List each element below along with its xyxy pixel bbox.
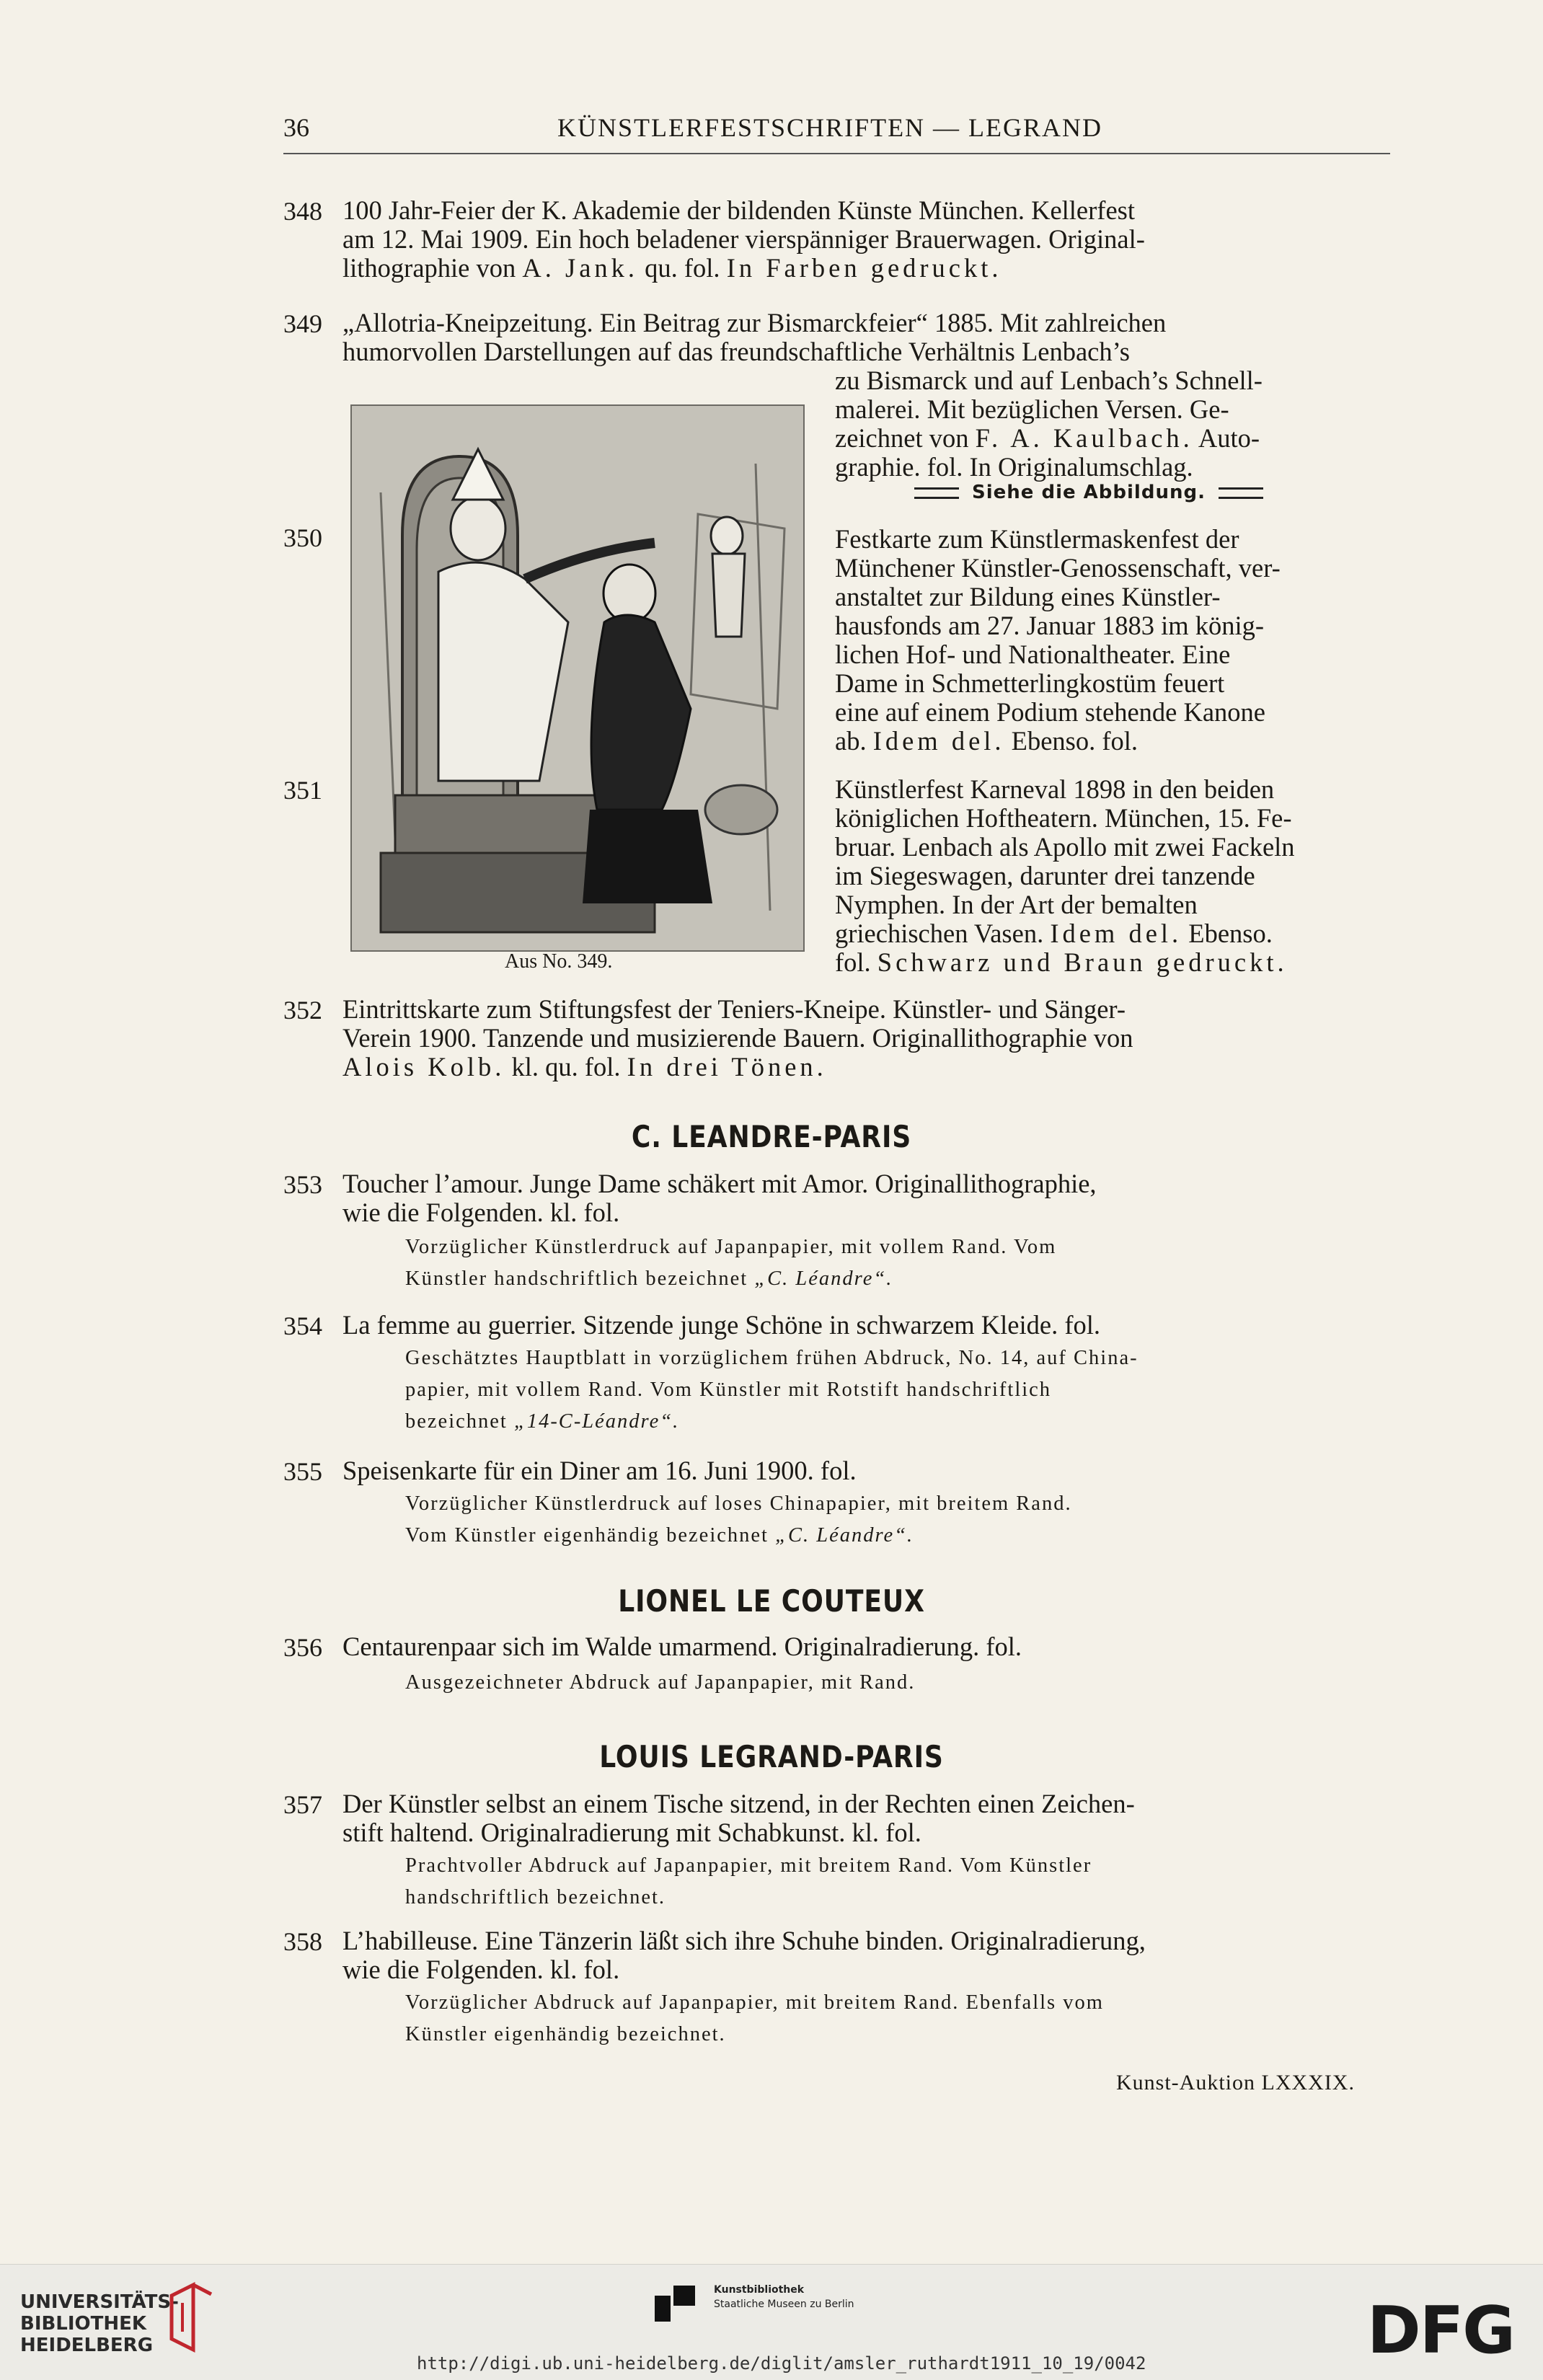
entry-number: 349 (283, 309, 322, 338)
entry-number: 358 (283, 1927, 322, 1956)
caricature-drawing (352, 406, 803, 950)
entry-text: Festkarte zum Künstlermaskenfest der Münchener Künstler-Genossenschaft, ver- anstaltet zur Bildung eines Künstler- hausfonds am 27. Januar 1883 im könig- lichen Hof- und Nationaltheater. Eine Dame in Schmetterlingkostüm feuert eine auf einem Podium stehende Kanone ab. Idem del. Ebenso. fol. (835, 524, 1281, 756)
kunstbibliothek-logo-text: Kunstbibliothek Staatliche Museen zu Berlin (714, 2284, 854, 2310)
entry-number: 353 (283, 1170, 322, 1199)
entry-number: 352 (283, 996, 322, 1025)
entry-number: 355 (283, 1457, 322, 1486)
entry-note: Prachtvoller Abdruck auf Japanpapier, mit breitem Rand. Vom Künstler handschriftlich bezeichnet. (405, 1854, 1092, 1908)
dfg-logo: DFG (1367, 2293, 1515, 2368)
illustration (350, 404, 805, 952)
entry-note: Vorzüglicher Abdruck auf Japanpapier, mit breitem Rand. Ebenfalls vom Künstler eigenhändig bezeichnet. (405, 1991, 1104, 2045)
entry-note: Vorzüglicher Künstlerdruck auf loses Chinapapier, mit breitem Rand. Vom Künstler eigenhändig bezeichnet „C. Léandre“. (405, 1492, 1072, 1547)
university-library-logo-text: UNIVERSITÄTS- BIBLIOTHEK HEIDELBERG (20, 2291, 179, 2356)
entry-number: 354 (283, 1311, 322, 1340)
entry-number: 351 (283, 776, 322, 805)
see-illustration-note: Siehe die Abbildung. (901, 482, 1276, 503)
entry-text: 100 Jahr-Feier der K. Akademie der bildenden Künste München. Kellerfest am 12. Mai 1909. Ein hoch beladener vierspänniger Brauerwagen. Original- lithographie von A. Jank. qu. fol. In Farben gedruckt. (342, 195, 1145, 283)
running-title: KÜNSTLERFESTSCHRIFTEN — LEGRAND (557, 113, 1103, 142)
entry-note: Ausgezeichneter Abdruck auf Japanpapier, mit Rand. (405, 1671, 916, 1694)
kunstbibliothek-logo-icon (655, 2286, 697, 2322)
entry-text: „Allotria-Kneipzeitung. Ein Beitrag zur Bismarckfeier“ 1885. Mit zahlreichen humorvollen Darstellungen auf das freundschaftliche Verhältnis Lenbach’s (342, 308, 1167, 366)
entry-text: La femme au guerrier. Sitzende junge Schöne in schwarzem Kleide. fol. (342, 1310, 1101, 1340)
university-library-logo-icon (164, 2281, 215, 2353)
entry-text: Eintrittskarte zum Stiftungsfest der Teniers-Kneipe. Künstler- und Sänger- Verein 1900. Tanzende und musizierende Bauern. Originallithographie von Alois Kolb. kl. qu. fol. In drei Tönen. (342, 994, 1133, 1081)
entry-text: L’habilleuse. Eine Tänzerin läßt sich ihre Schuhe binden. Originalradierung, wie die Folgenden. kl. fol. (342, 1926, 1146, 1984)
entry-note: Vorzüglicher Künstlerdruck auf Japanpapier, mit vollem Rand. Vom Künstler handschriftlich bezeichnet „C. Léandre“. (405, 1236, 1057, 1290)
entry-number: 357 (283, 1790, 322, 1819)
page-number: 36 (283, 113, 309, 142)
source-url[interactable]: http://digi.ub.uni-heidelberg.de/diglit/amsler_ruthardt1911_10_19/0042 (417, 2353, 1146, 2374)
entry-text: Künstlerfest Karneval 1898 in den beiden königlichen Hoftheatern. München, 15. Fe- bruar. Lenbach als Apollo mit zwei Fackeln im Siegeswagen, darunter drei tanzende Nymphen. In der Art der bemalten griechischen Vasen. Idem del. Ebenso. fol. Schwarz und Braun gedruckt. (835, 774, 1295, 977)
entry-text-continued: zu Bismarck und auf Lenbach’s Schnell- malerei. Mit bezüglichen Versen. Ge- zeichnet von F. A. Kaulbach. Auto- graphie. fol. In Originalumschlag. (835, 366, 1263, 482)
section-heading-leandre: C. LEANDRE-PARIS (631, 1119, 912, 1154)
entry-text: Der Künstler selbst an einem Tische sitzend, in der Rechten einen Zeichen- stift haltend. Originalradierung mit Schabkunst. kl. fol. (342, 1789, 1135, 1847)
entry-text: Toucher l’amour. Junge Dame schäkert mit Amor. Originallithographie, wie die Folgenden. kl. fol. (342, 1169, 1097, 1227)
entry-number: 350 (283, 523, 322, 552)
entry-note: Geschätztes Hauptblatt in vorzüglichem frühen Abdruck, No. 14, auf China- papier, mit vollem Rand. Vom Künstler mit Rotstift handschriftlich bezeichnet „14-C-Léandre“. (405, 1347, 1139, 1433)
section-heading-legrand: LOUIS LEGRAND-PARIS (599, 1739, 944, 1774)
illustration-caption: Aus No. 349. (505, 950, 613, 973)
running-head (283, 110, 1390, 154)
entry-text: Centaurenpaar sich im Walde umarmend. Originalradierung. fol. (342, 1632, 1022, 1661)
signature-line: Kunst-Auktion LXXXIX. (1116, 2071, 1355, 2094)
entry-number: 348 (283, 197, 322, 226)
entry-number: 356 (283, 1633, 322, 1662)
section-heading-le-couteux: LIONEL LE COUTEUX (618, 1583, 925, 1619)
entry-text: Speisenkarte für ein Diner am 16. Juni 1900. fol. (342, 1456, 857, 1485)
